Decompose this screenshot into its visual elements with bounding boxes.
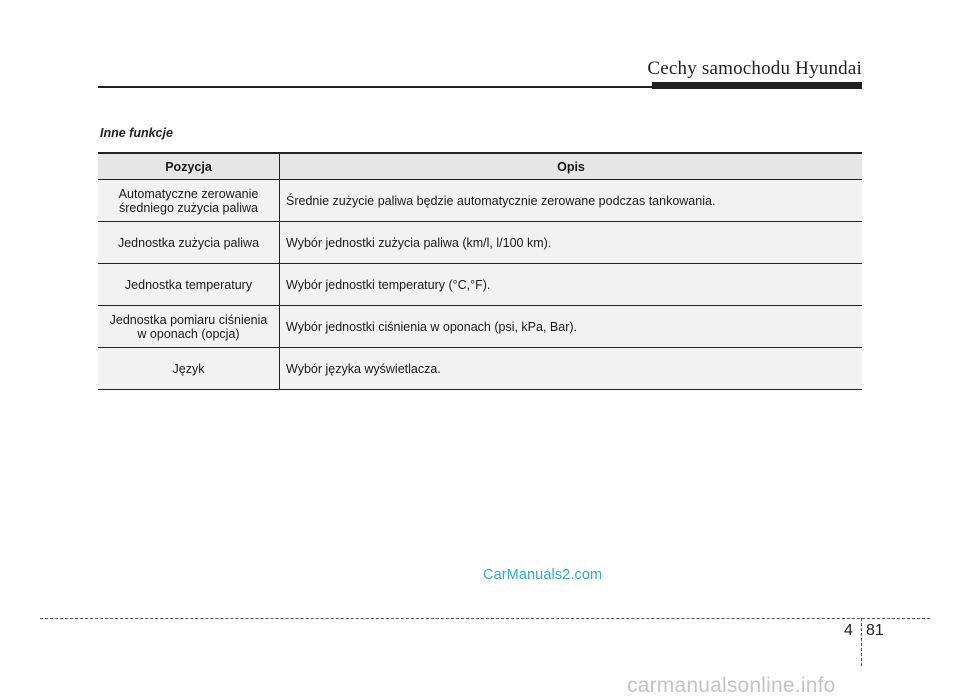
- page-header-title: Cechy samochodu Hyundai: [647, 58, 862, 79]
- table-row: [98, 180, 862, 222]
- table-row: [98, 222, 862, 264]
- item-cell: [98, 222, 280, 264]
- section-title: Inne funkcje: [100, 126, 173, 140]
- item-text: Automatyczne zerowanie średniego zużycia paliwa: [118, 186, 259, 215]
- description-cell: Wybór jednostki zużycia paliwa (km/l, l/100 km).: [280, 222, 863, 264]
- table-header-row: [98, 153, 862, 180]
- column-header-description: Opis: [280, 153, 863, 180]
- column-header-item: Pozycja: [98, 153, 280, 180]
- chapter-number: 4: [844, 622, 853, 639]
- footer-divider: [861, 618, 862, 666]
- footer-rule: [40, 618, 930, 619]
- item-text: Jednostka pomiaru ciśnienia w oponach (opcja): [109, 312, 268, 341]
- item-cell: [98, 264, 280, 306]
- header-rule-accent: [652, 82, 862, 89]
- item-text: Język: [172, 361, 205, 376]
- description-cell: Wybór jednostki ciśnienia w oponach (psi, kPa, Bar).: [280, 306, 863, 348]
- page-number: 81: [866, 622, 884, 639]
- description-cell: Średnie zużycie paliwa będzie automatycznie zerowane podczas tankowania.: [280, 180, 863, 222]
- source-watermark: carmanualsonline.info: [627, 674, 836, 697]
- table-row: [98, 348, 862, 390]
- features-table: [98, 152, 862, 390]
- table-row: [98, 306, 862, 348]
- table-row: [98, 264, 862, 306]
- item-text: Jednostka temperatury: [124, 277, 253, 292]
- item-cell: [98, 180, 280, 222]
- description-cell: Wybór jednostki temperatury (°C,°F).: [280, 264, 863, 306]
- item-cell: [98, 348, 280, 390]
- item-cell: [98, 306, 280, 348]
- item-text: Jednostka zużycia paliwa: [117, 235, 260, 250]
- description-cell: Wybór języka wyświetlacza.: [280, 348, 863, 390]
- watermark-link[interactable]: CarManuals2.com: [483, 567, 603, 583]
